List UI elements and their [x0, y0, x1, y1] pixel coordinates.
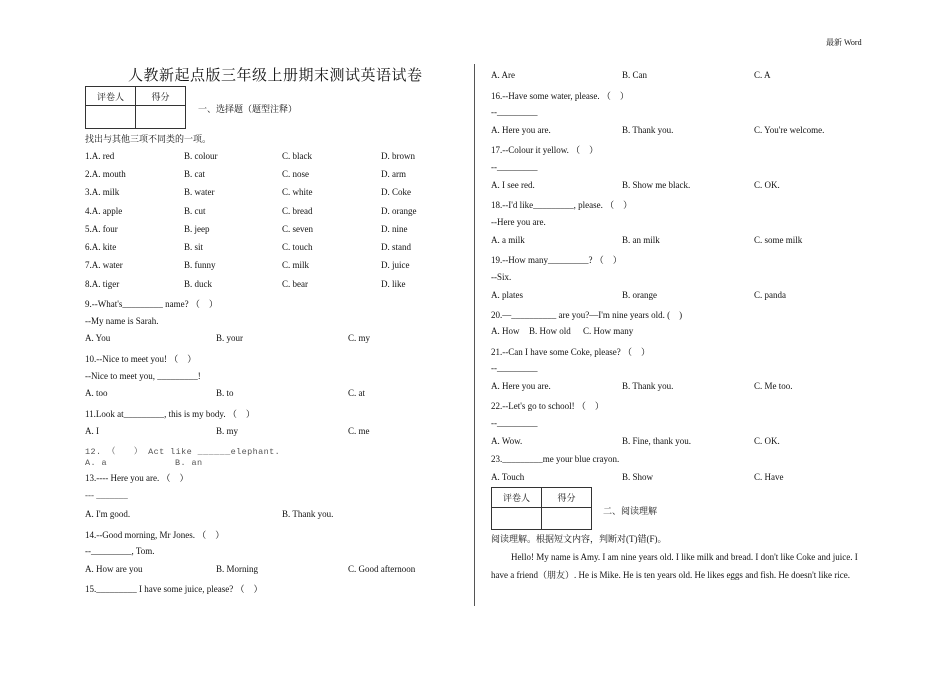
- q16-option-b: B. Thank you.: [622, 125, 674, 135]
- q8-d: D. like: [381, 279, 406, 289]
- q2-d: D. arm: [381, 169, 406, 179]
- q19-stem: 19.--How many_________? （ ）: [491, 255, 622, 265]
- q18-option-c: C. some milk: [754, 235, 803, 245]
- q13-stem: 13.---- Here you are. （ ）: [85, 473, 189, 483]
- q14-reply: --_________, Tom.: [85, 546, 155, 556]
- q19-option-b: B. orange: [622, 290, 657, 300]
- score-box-2-grader-label: 评卷人: [492, 488, 542, 508]
- q10-reply: --Nice to meet you, _________!: [85, 371, 201, 381]
- q4-c: C. bread: [282, 206, 313, 216]
- q16-option-c: C. You're welcome.: [754, 125, 825, 135]
- q1-d: D. brown: [381, 151, 415, 161]
- score-box-2-grader-cell: [492, 508, 542, 530]
- q22-option-b: B. Fine, thank you.: [622, 436, 691, 446]
- q3-b: B. water: [184, 187, 215, 197]
- q2-a: 2.A. mouth: [85, 169, 126, 179]
- q20-option-a: A. How: [491, 326, 520, 336]
- q19-option-a: A. plates: [491, 290, 523, 300]
- q13-reply: --- _______: [85, 490, 128, 500]
- q14-option-a: A. How are you: [85, 564, 143, 574]
- q18-option-a: A. a milk: [491, 235, 525, 245]
- q7-b: B. funny: [184, 260, 216, 270]
- q23-option-a: A. Touch: [491, 472, 525, 482]
- q23-option-c: C. Have: [754, 472, 784, 482]
- q2-c: C. nose: [282, 169, 309, 179]
- section1-title: 一、选择题（题型注释）: [198, 104, 298, 114]
- q23-option-b: B. Show: [622, 472, 654, 482]
- q9-stem: 9.--What's_________ name? （ ）: [85, 299, 218, 309]
- q22-option-a: A. Wow.: [491, 436, 523, 446]
- q8-a: 8.A. tiger: [85, 279, 120, 289]
- score-box-grader-label: 评卷人: [86, 87, 136, 106]
- section1-instruction: 找出与其他三项不同类的一项。: [85, 134, 212, 144]
- q20-option-c: C. How many: [583, 326, 634, 336]
- q11-option-c: C. me: [348, 426, 370, 436]
- q20-option-b: B. How old: [529, 326, 571, 336]
- q6-c: C. touch: [282, 242, 313, 252]
- q5-d: D. nine: [381, 224, 408, 234]
- q12-option-b: B. an: [175, 458, 203, 468]
- score-box-2: [491, 487, 592, 530]
- q7-c: C. milk: [282, 260, 310, 270]
- q9-option-b: B. your: [216, 333, 243, 343]
- q17-reply: --_________: [491, 162, 538, 172]
- q17-option-c: C. OK.: [754, 180, 780, 190]
- q21-stem: 21.--Can I have some Coke, please? （ ）: [491, 347, 650, 357]
- q4-a: 4.A. apple: [85, 206, 123, 216]
- q15-option-a: A. Are: [491, 70, 515, 80]
- column-divider: [474, 64, 475, 606]
- q10-stem: 10.--Nice to meet you! （ ）: [85, 354, 197, 364]
- q13-option-b: B. Thank you.: [282, 509, 334, 519]
- q1-a: 1.A. red: [85, 151, 115, 161]
- q5-b: B. jeep: [184, 224, 210, 234]
- page-title: 人教新起点版三年级上册期末测试英语试卷: [128, 66, 423, 84]
- q21-option-a: A. Here you are.: [491, 381, 551, 391]
- q16-stem: 16.--Have some water, please. （ ）: [491, 91, 629, 101]
- q15-option-c: C. A: [754, 70, 771, 80]
- q3-a: 3.A. milk: [85, 187, 120, 197]
- q7-a: 7.A. water: [85, 260, 123, 270]
- score-box-grader-cell: [86, 106, 136, 129]
- q23-stem: 23._________me your blue crayon.: [491, 454, 620, 464]
- section2-title: 二、阅读理解: [603, 506, 658, 516]
- q11-stem: 11.Look at_________, this is my body. （ ）: [85, 409, 255, 419]
- score-box-score-label: 得分: [136, 87, 186, 106]
- q17-stem: 17.--Colour it yellow. （ ）: [491, 145, 599, 155]
- q10-option-c: C. at: [348, 388, 365, 398]
- q12-stem: 12. （ ） Act like ______elephant.: [85, 447, 281, 457]
- q19-option-c: C. panda: [754, 290, 786, 300]
- q10-option-b: B. to: [216, 388, 234, 398]
- q3-c: C. white: [282, 187, 313, 197]
- q20-stem: 20.—__________ are you?—I'm nine years old. ( ): [491, 310, 683, 320]
- q5-c: C. seven: [282, 224, 313, 234]
- q15-stem: 15._________ I have some juice, please? （ ）: [85, 584, 263, 594]
- q14-option-c: C. Good afternoon: [348, 564, 416, 574]
- q6-b: B. sit: [184, 242, 204, 252]
- q15-option-b: B. Can: [622, 70, 648, 80]
- q8-b: B. duck: [184, 279, 212, 289]
- q13-option-a: A. I'm good.: [85, 509, 131, 519]
- q1-c: C. black: [282, 151, 312, 161]
- q22-reply: --_________: [491, 418, 538, 428]
- q14-stem: 14.--Good morning, Mr Jones. （ ）: [85, 530, 225, 540]
- q21-option-c: C. Me too.: [754, 381, 793, 391]
- q16-reply: --_________: [491, 107, 538, 117]
- reading-passage: Hello! My name is Amy. I am nine years old. I like milk and bread. I don't like Coke and juice. I have a friend（朋友）. He is Mike. He is ten years old. He likes eggs and fish. He doesn't like rice.: [491, 552, 858, 580]
- q9-reply: --My name is Sarah.: [85, 316, 159, 326]
- q4-d: D. orange: [381, 206, 417, 216]
- q18-stem: 18.--I'd like_________, please. （ ）: [491, 200, 633, 210]
- score-box-2-score-cell: [542, 508, 592, 530]
- q11-option-b: B. my: [216, 426, 239, 436]
- q6-d: D. stand: [381, 242, 411, 252]
- q10-option-a: A. too: [85, 388, 108, 398]
- q9-option-a: A. You: [85, 333, 111, 343]
- q11-option-a: A. I: [85, 426, 99, 436]
- q17-option-a: A. I see red.: [491, 180, 535, 190]
- score-box-2-score-label: 得分: [542, 488, 592, 508]
- q5-a: 5.A. four: [85, 224, 118, 234]
- q14-option-b: B. Morning: [216, 564, 259, 574]
- q6-a: 6.A. kite: [85, 242, 117, 252]
- q2-b: B. cat: [184, 169, 205, 179]
- q19-reply: --Six.: [491, 272, 512, 282]
- q16-option-a: A. Here you are.: [491, 125, 551, 135]
- header-brand: 最新 Word: [826, 38, 862, 47]
- section2-instruction: 阅读理解。根据短文内容，判断对(T)错(F)。: [491, 534, 667, 544]
- q17-option-b: B. Show me black.: [622, 180, 691, 190]
- q1-b: B. colour: [184, 151, 218, 161]
- q8-c: C. bear: [282, 279, 308, 289]
- q4-b: B. cut: [184, 206, 206, 216]
- score-box: [85, 86, 186, 129]
- q9-option-c: C. my: [348, 333, 371, 343]
- q7-d: D. juice: [381, 260, 410, 270]
- score-box-score-cell: [136, 106, 186, 129]
- q18-reply: --Here you are.: [491, 217, 546, 227]
- q21-reply: --_________: [491, 363, 538, 373]
- q18-option-b: B. an milk: [622, 235, 660, 245]
- q21-option-b: B. Thank you.: [622, 381, 674, 391]
- q22-option-c: C. OK.: [754, 436, 780, 446]
- q12-option-a: A. a: [85, 458, 108, 468]
- q22-stem: 22.--Let's go to school! （ ）: [491, 401, 604, 411]
- q3-d: D. Coke: [381, 187, 411, 197]
